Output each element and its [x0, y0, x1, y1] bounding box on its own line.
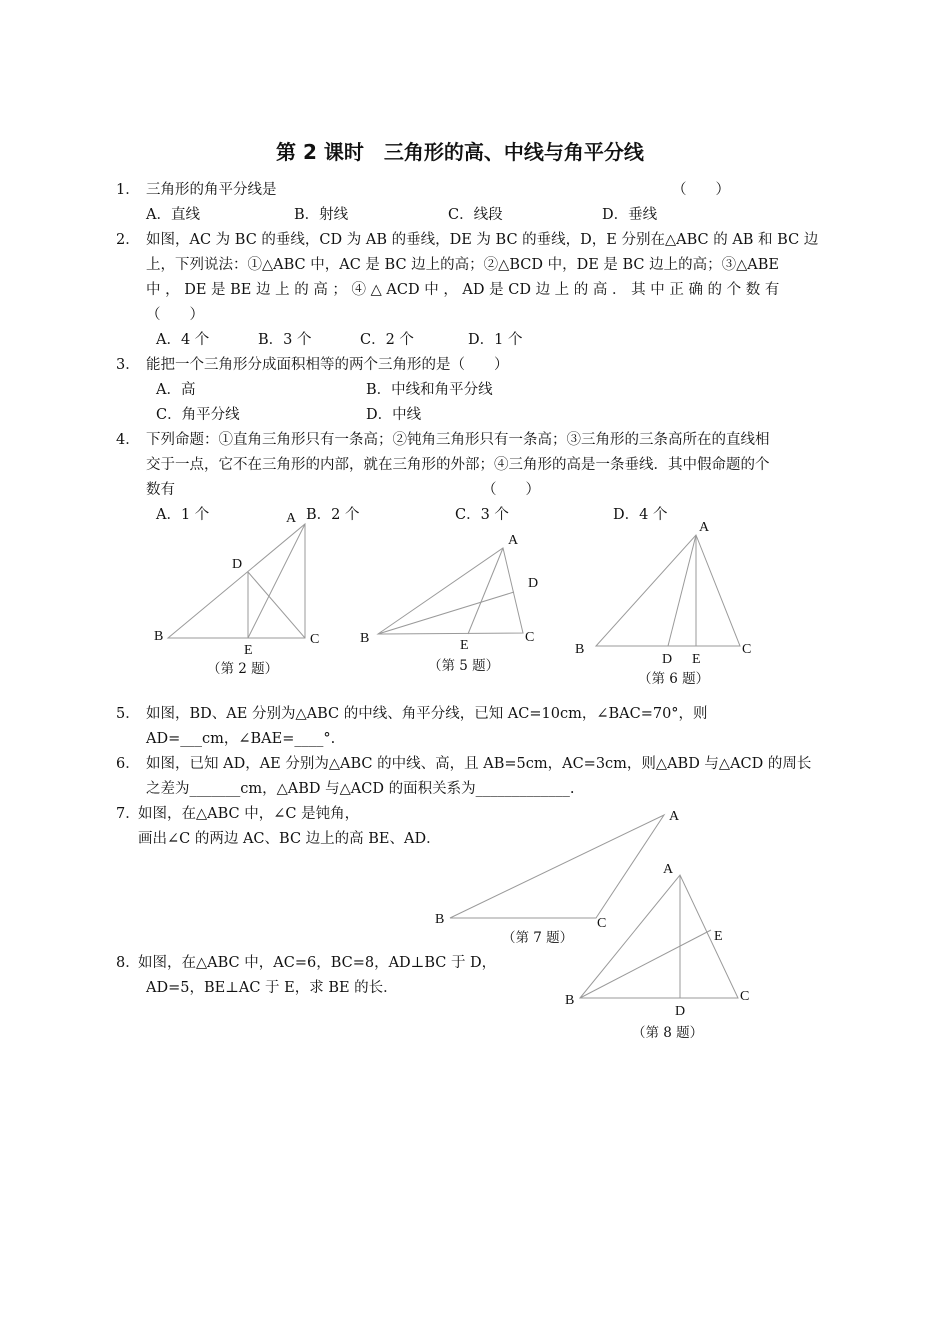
q3-option-c: C．角平分线 — [156, 407, 240, 423]
fig2-label-e: E — [244, 643, 253, 658]
fig6-label-e: E — [692, 652, 701, 667]
q4-option-c: C．3 个 — [455, 507, 509, 523]
q3-option-a: A．高 — [156, 382, 196, 398]
q4-text-line2: 交于一点，它不在三角形的内部，就在三角形的外部；④三角形的高是一条垂线．其中假命题的个 — [146, 457, 770, 473]
q8-number: 8． — [116, 955, 140, 971]
q6-text-line1: 如图，已知 AD，AE 分别为△ABC 的中线、高，且 AB=5cm，AC=3cm，则△ABD 与△ACD 的周长 — [146, 756, 812, 772]
fig8-label-d: D — [675, 1004, 686, 1019]
q6-number: 6． — [116, 756, 140, 772]
fig6-segment-ad — [668, 535, 696, 646]
q7-number: 7． — [116, 806, 140, 822]
q2-number: 2． — [116, 232, 140, 248]
fig2-segment-ae — [248, 524, 305, 638]
fig2-triangle-abc — [168, 524, 305, 638]
figure-6-lines — [596, 535, 740, 646]
fig2-label-d: D — [232, 557, 243, 572]
q4-text-line1: 下列命题：①直角三角形只有一条高；②钝角三角形只有一条高；③三角形的三条高所在的直线相 — [146, 432, 770, 448]
q2-text-line1: 如图，AC 为 BC 的垂线，CD 为 AB 的垂线，DE 为 BC 的垂线，D，E 分别在△ABC 的 AB 和 BC 边 — [146, 232, 819, 248]
q4-option-b: B．2 个 — [306, 507, 360, 523]
q3-number: 3． — [116, 357, 140, 373]
q3-stem: 能把一个三角形分成面积相等的两个三角形的是（ ） — [146, 357, 509, 373]
q1-option-a: A．直线 — [146, 207, 200, 223]
fig5-label-d: D — [528, 576, 539, 591]
q5-number: 5． — [116, 706, 140, 722]
fig6-caption: （第 6 题） — [638, 671, 710, 687]
q2-text-line3: 中 ， DE 是 BE 边 上 的 高 ； ④ △ ACD 中 ， AD 是 CD 边 上 的 高 ． 其 中 正 确 的 个 数 有 — [146, 282, 780, 298]
q2-option-b: B．3 个 — [258, 332, 312, 348]
figure-2-lines — [168, 524, 305, 638]
q2-option-d: D．1 个 — [468, 332, 523, 348]
q1-answer-paren: （ ） — [672, 182, 730, 198]
q8-text-line1: 如图，在△ABC 中，AC=6，BC=8，AD⊥BC 于 D， — [138, 955, 497, 971]
fig5-caption: （第 5 题） — [428, 658, 500, 674]
page-title: 第 2 课时 三角形的高、中线与角平分线 — [276, 140, 644, 164]
q5-text-line1: 如图，BD、AE 分别为△ABC 的中线、角平分线，已知 AC=10cm，∠BAC=70°，则 — [146, 706, 708, 722]
fig8-label-c: C — [740, 989, 750, 1004]
q6-text-line2: 之差为_______cm，△ABD 与△ACD 的面积关系为_____________. — [146, 781, 575, 797]
fig2-label-a: A — [286, 511, 297, 526]
fig5-segment-bd — [378, 592, 514, 634]
fig5-label-a: A — [508, 533, 519, 548]
q4-number: 4． — [116, 432, 140, 448]
q1-stem: 三角形的角平分线是 — [146, 182, 277, 198]
fig8-label-b: B — [565, 993, 575, 1008]
fig6-triangle-abc — [596, 535, 740, 646]
q4-option-a: A．1 个 — [156, 507, 210, 523]
q1-number: 1． — [116, 182, 140, 198]
fig8-label-e: E — [714, 929, 723, 944]
fig5-label-c: C — [525, 630, 535, 645]
fig2-label-b: B — [154, 629, 164, 644]
q1-option-c: C．线段 — [448, 207, 503, 223]
q3-option-b: B．中线和角平分线 — [366, 382, 493, 398]
fig2-label-c: C — [310, 632, 320, 647]
q5-text-line2: AD=___cm，∠BAE=____°. — [146, 731, 336, 747]
fig5-label-b: B — [360, 631, 370, 646]
q4-text-line3: 数有 — [146, 482, 175, 498]
fig6-label-d: D — [662, 652, 673, 667]
q8-text-line2: AD=5，BE⊥AC 于 E，求 BE 的长． — [146, 980, 398, 996]
fig8-altitude-be — [580, 930, 711, 998]
q2-option-a: A．4 个 — [156, 332, 210, 348]
fig8-caption: （第 8 题） — [632, 1025, 704, 1041]
fig5-segment-ae — [468, 548, 503, 634]
fig6-label-b: B — [575, 642, 585, 657]
q1-option-d: D．垂线 — [602, 207, 658, 223]
fig5-label-e: E — [460, 638, 469, 653]
q7-text-line2: 画出∠C 的两边 AC、BC 边上的高 BE、AD． — [138, 831, 441, 847]
q4-answer-paren: （ ） — [482, 482, 540, 498]
q2-option-c: C．2 个 — [360, 332, 414, 348]
q4-option-d: D．4 个 — [613, 507, 668, 523]
q2-answer-paren: （ ） — [146, 307, 204, 323]
fig7-label-b: B — [435, 912, 445, 927]
figure-7-lines — [450, 815, 664, 918]
figure-5-lines — [378, 548, 523, 634]
fig7-label-c: C — [597, 916, 607, 931]
fig7-label-a: A — [669, 809, 680, 824]
fig7-caption: （第 7 题） — [502, 930, 574, 946]
fig2-caption: （第 2 题） — [207, 661, 279, 677]
fig5-triangle-abc — [378, 548, 523, 634]
q7-text-line1: 如图，在△ABC 中，∠C 是钝角， — [138, 806, 360, 822]
q2-text-line2: 上，下列说法：①△ABC 中，AC 是 BC 边上的高；②△BCD 中，DE 是 BC 边上的高；③△ABE — [146, 257, 779, 273]
fig7-triangle-abc — [450, 815, 664, 918]
fig8-label-a: A — [663, 862, 674, 877]
q3-option-d: D．中线 — [366, 407, 422, 423]
fig6-label-c: C — [742, 642, 752, 657]
q1-option-b: B．射线 — [294, 207, 349, 223]
fig6-label-a: A — [699, 520, 710, 535]
